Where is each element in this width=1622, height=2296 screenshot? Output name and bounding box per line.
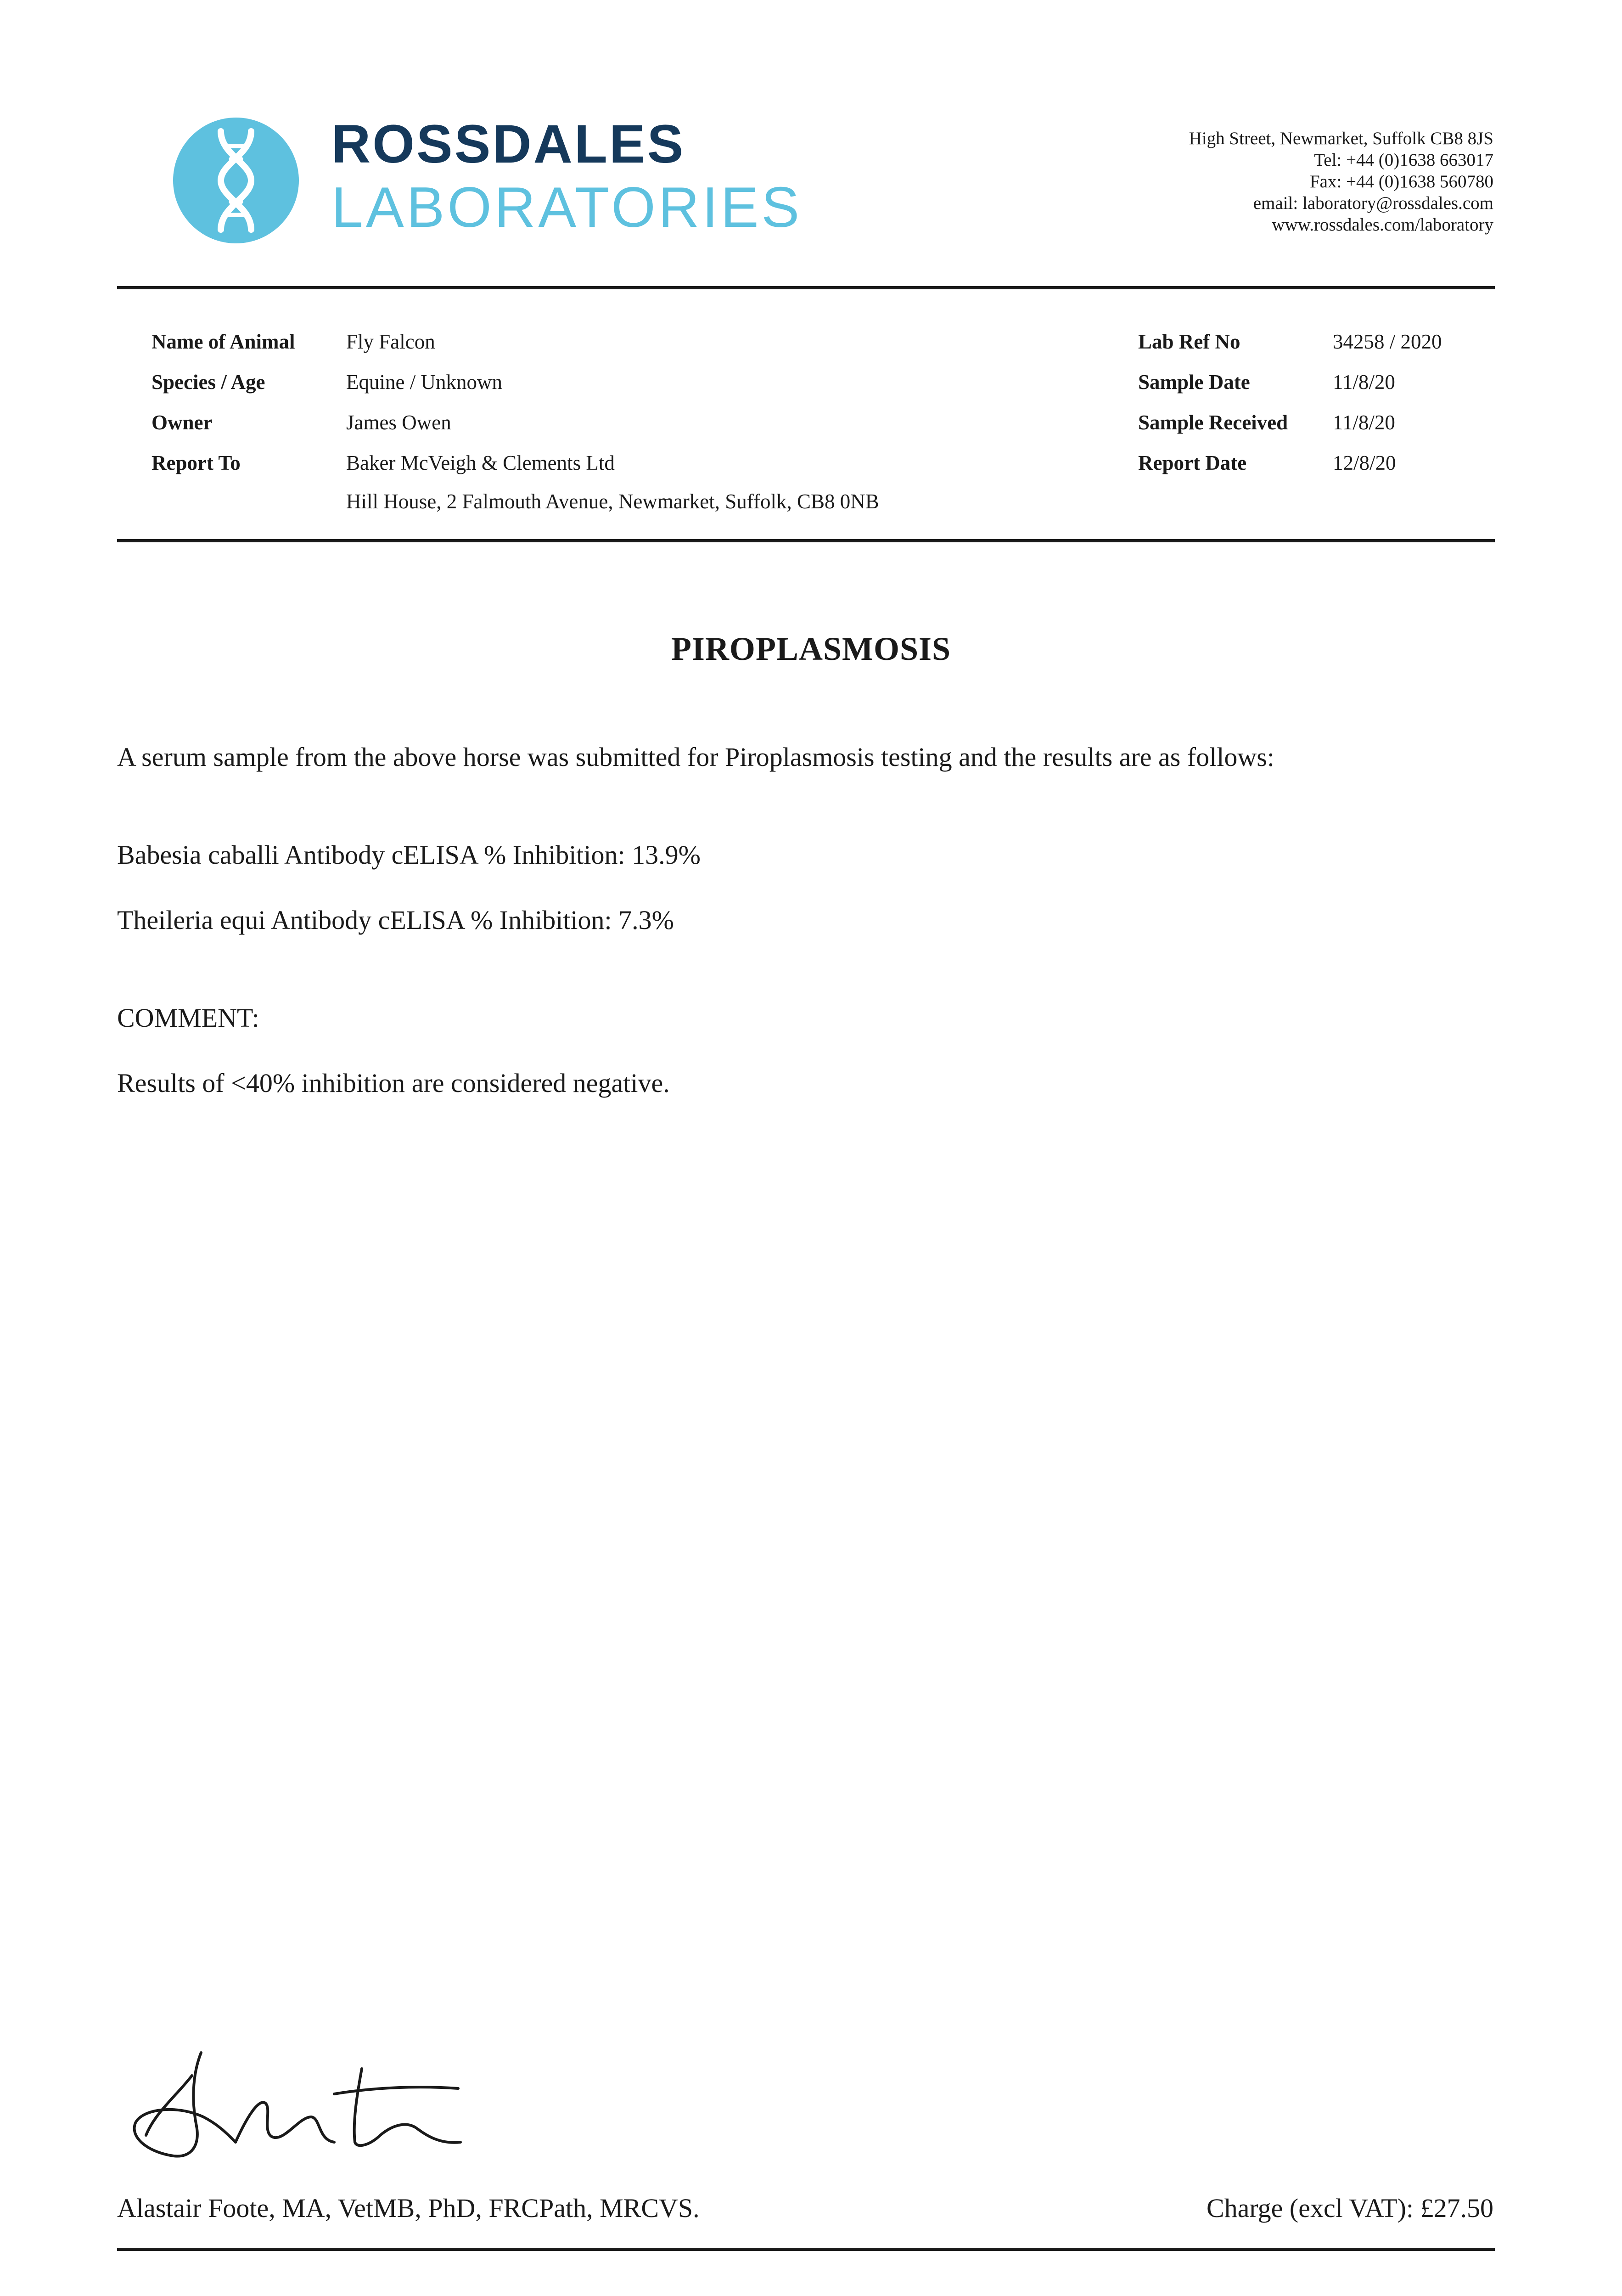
value-owner: James Owen — [346, 411, 451, 434]
label-report-date: Report Date — [1138, 451, 1247, 474]
contact-tel: Tel: +44 (0)1638 663017 — [1314, 150, 1493, 170]
intro-paragraph: A serum sample from the above horse was submitted for Piroplasmosis testing and the results are as follows: — [117, 742, 1274, 772]
result-theileria: Theileria equi Antibody cELISA % Inhibition: 7.3% — [117, 905, 674, 935]
result-babesia: Babesia caballi Antibody cELISA % Inhibition: 13.9% — [117, 840, 701, 870]
header-divider — [117, 286, 1495, 289]
label-lab-ref-no: Lab Ref No — [1138, 330, 1240, 353]
details-divider — [117, 539, 1495, 542]
contact-email: email: laboratory@rossdales.com — [1253, 193, 1493, 213]
contact-fax: Fax: +44 (0)1638 560780 — [1309, 172, 1493, 191]
value-sample-date: 11/8/20 — [1333, 371, 1395, 394]
value-name-of-animal: Fly Falcon — [346, 330, 435, 353]
label-sample-received: Sample Received — [1138, 411, 1288, 434]
label-sample-date: Sample Date — [1138, 371, 1250, 394]
contact-block — [1189, 128, 1493, 236]
dna-helix-icon — [173, 118, 299, 243]
handwritten-signature — [123, 2048, 481, 2167]
signatory-name: Alastair Foote, MA, VetMB, PhD, FRCPath, MRCVS. — [117, 2193, 700, 2223]
contact-address: High Street, Newmarket, Suffolk CB8 8JS — [1189, 129, 1493, 148]
label-species-age: Species / Age — [152, 371, 265, 394]
brand-name-line1: ROSSDALES — [331, 114, 685, 174]
value-species-age: Equine / Unknown — [346, 371, 502, 394]
comment-heading: COMMENT: — [117, 1003, 259, 1033]
label-owner: Owner — [152, 411, 213, 434]
value-sample-received: 11/8/20 — [1333, 411, 1395, 434]
value-lab-ref-no: 34258 / 2020 — [1333, 330, 1442, 353]
charge-amount: Charge (excl VAT): £27.50 — [1206, 2193, 1493, 2223]
footer-divider — [117, 2248, 1495, 2251]
value-report-to-address: Hill House, 2 Falmouth Avenue, Newmarket, Suffolk, CB8 0NB — [346, 490, 879, 513]
report-title: PIROPLASMOSIS — [671, 630, 951, 667]
value-report-to: Baker McVeigh & Clements Ltd — [346, 451, 615, 474]
logo-mark — [173, 118, 299, 243]
label-report-to: Report To — [152, 451, 241, 474]
label-name-of-animal: Name of Animal — [152, 330, 295, 353]
brand-name-line2: LABORATORIES — [331, 176, 803, 239]
value-report-date: 12/8/20 — [1333, 451, 1396, 474]
contact-website: www.rossdales.com/laboratory — [1272, 215, 1493, 235]
comment-text: Results of <40% inhibition are considered negative. — [117, 1068, 670, 1098]
